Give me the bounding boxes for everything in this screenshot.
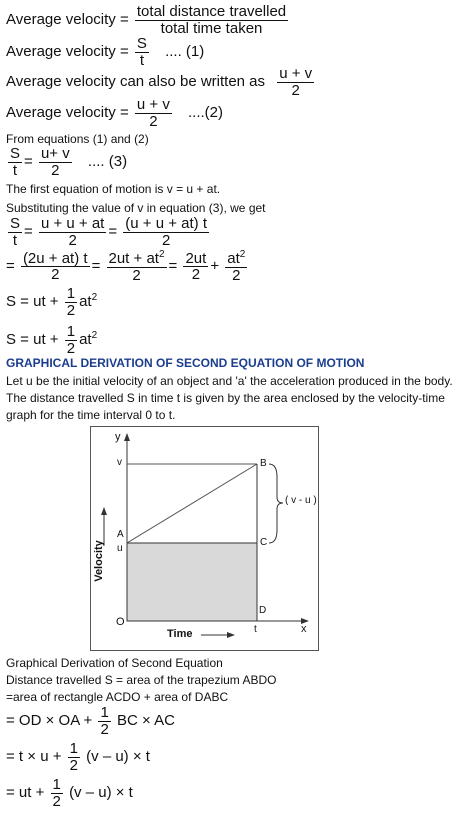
point-b-label: B (260, 458, 267, 469)
fraction-denominator: 2 (68, 231, 77, 249)
avg-velocity-eq-3 (6, 66, 316, 99)
fraction-denominator: t (12, 161, 18, 179)
avg-velocity-eq-4 (6, 97, 223, 130)
fraction (225, 250, 247, 284)
point-c-label: C (260, 537, 268, 548)
final-lhs: = OD × OA + (6, 712, 93, 730)
equation-tag: .... (1) (165, 43, 205, 61)
result-lhs: S = ut + (6, 331, 59, 349)
first-equation-text: The first equation of motion is v = u + at. (6, 182, 221, 196)
final-lhs: = ut + (6, 784, 45, 802)
fraction-denominator: 2 (191, 266, 201, 284)
fraction-numerator: u + u + at (40, 215, 105, 232)
fraction-denominator: t (139, 51, 144, 69)
point-d-label: D (259, 605, 267, 616)
avg-velocity-eq-1 (6, 4, 290, 37)
fraction-numerator (225, 250, 247, 268)
line-ab (127, 464, 257, 543)
fraction-denominator: 2 (132, 266, 141, 284)
result-equation-2 (6, 324, 97, 357)
fraction (277, 66, 314, 99)
fraction-denominator: 2 (149, 112, 158, 130)
exponent: 2 (91, 330, 98, 342)
brace-icon (269, 464, 283, 543)
avg-velocity-eq-2 (6, 36, 204, 69)
fraction (8, 146, 22, 179)
graph-caption: Graphical Derivation of Second Equation (6, 656, 223, 670)
fraction (39, 146, 72, 179)
fraction-numerator: (u + u + at) t (125, 215, 207, 232)
avg-velocity-label: Average velocity = (6, 11, 129, 29)
fraction (98, 705, 110, 738)
fraction-numerator: 1 (66, 285, 76, 302)
y-axis-label: y (115, 431, 121, 443)
equation-3: $\frac{S}{t}$ = $\frac{u+ v}{2}$ .... (3) (10, 145, 128, 179)
fraction-numerator: S (136, 35, 147, 52)
fraction (123, 216, 209, 249)
exponent: 2 (91, 292, 98, 304)
fraction (8, 216, 22, 249)
numerator-text: 2ut + at (108, 250, 159, 267)
area-line-2: =area of rectangle ACDO + area of DABC (6, 690, 229, 704)
final-tail: (v – u) × t (86, 748, 150, 766)
exponent: 2 (158, 249, 165, 260)
fraction-numerator: total distance travelled (136, 3, 287, 20)
fraction-denominator: 2 (52, 792, 61, 810)
fraction (183, 251, 208, 284)
fraction (39, 216, 106, 249)
final-tail: BC × AC (116, 712, 175, 730)
fraction-denominator: 2 (100, 720, 109, 738)
area-line-1: Distance travelled S = area of the trapezium ABDO (6, 673, 277, 687)
final-equation-2 (6, 741, 150, 774)
substitution-equation: $\frac{S}{t}$ = $\frac{u + u + at}{2}$ = $\frac{(u + u + at) t}{2}$ (10, 215, 207, 249)
fraction (51, 777, 63, 810)
v-tick-label: v (117, 457, 122, 468)
origin-label: O (116, 616, 125, 628)
fraction-numerator: u+ v (40, 145, 70, 162)
fraction-numerator: 1 (52, 776, 61, 793)
numerator-text: at (227, 250, 240, 267)
avg-velocity-text: Average velocity can also be written as (6, 73, 266, 91)
fraction-denominator: 2 (51, 161, 60, 179)
result-tail: at (79, 331, 92, 349)
result-lhs: S = ut + (6, 293, 59, 311)
intro-paragraph: Let u be the initial velocity of an object and 'a' the acceleration produced in the body. The distance travelled S in time t is given by the area enclosed by the velocity-time graph for the time interval 0 to t. (6, 374, 453, 422)
velocity-arrow-icon (101, 507, 107, 515)
section-heading: GRAPHICAL DERIVATION OF SECOND EQUATION OF MOTION (6, 356, 365, 370)
fraction-numerator: u + v (279, 65, 313, 82)
point-a-label: A (117, 529, 124, 540)
final-equation-3 (6, 777, 133, 810)
fraction (135, 4, 288, 37)
fraction-numerator: u + v (136, 96, 170, 113)
from-equations-text: From equations (1) and (2) (6, 132, 149, 146)
avg-velocity-label: Average velocity = (6, 104, 129, 122)
y-axis-arrow-icon (124, 433, 130, 441)
fraction-denominator: 2 (291, 81, 300, 99)
fraction (65, 286, 77, 319)
final-equation-1 (6, 705, 175, 738)
equation-tag: ....(2) (188, 104, 224, 122)
fraction-denominator: 2 (66, 301, 76, 319)
fraction-denominator: 2 (161, 231, 171, 249)
fraction-numerator (107, 250, 167, 268)
fraction (68, 741, 80, 774)
rectangle-acdo (127, 543, 257, 621)
expansion-equation: = $\frac{(2u + at) t}{2}$ = $\frac{2ut + at^2}{2}$ = $\frac{2ut}{2}$ + $\frac{at^2}{2}$ (6, 249, 246, 284)
fraction-numerator: 1 (100, 704, 109, 721)
velocity-time-graph (90, 426, 319, 651)
time-arrow-icon (227, 632, 235, 638)
fraction-denominator: t (12, 231, 18, 249)
result-tail: at (79, 293, 92, 311)
fraction-denominator: total time taken (160, 19, 263, 37)
fraction-numerator: 1 (66, 323, 76, 340)
fraction-denominator: 2 (51, 266, 60, 284)
result-equation-1 (6, 286, 97, 319)
substitution-text: Substituting the value of v in equation (3), we get (6, 201, 266, 215)
fraction (135, 36, 149, 69)
fraction-denominator: 2 (66, 339, 76, 357)
u-tick-label: u (117, 543, 123, 554)
fraction-numerator: S (10, 145, 21, 162)
fraction (21, 251, 90, 284)
fraction-numerator: 2ut (185, 249, 207, 267)
fraction-denominator: 2 (69, 756, 78, 774)
t-tick-label: t (254, 624, 257, 635)
avg-velocity-label: Average velocity = (6, 43, 129, 61)
fraction-numerator: S (10, 215, 21, 232)
fraction (65, 324, 77, 357)
final-tail: (v – u) × t (69, 784, 133, 802)
x-axis-label: x (301, 623, 307, 635)
equation-tag: .... (3) (87, 153, 128, 171)
final-lhs: = t × u + (6, 748, 62, 766)
fraction (135, 97, 172, 130)
fraction-numerator: (2u + at) t (22, 249, 88, 267)
velocity-axis-title: Velocity (92, 540, 105, 582)
exponent: 2 (239, 249, 246, 260)
fraction-denominator: 2 (232, 266, 241, 284)
fraction (107, 250, 167, 284)
time-axis-title: Time (167, 628, 193, 640)
brace-label: ( v - u ) (285, 495, 317, 506)
graph-svg (91, 427, 318, 650)
fraction-numerator: 1 (69, 740, 78, 757)
